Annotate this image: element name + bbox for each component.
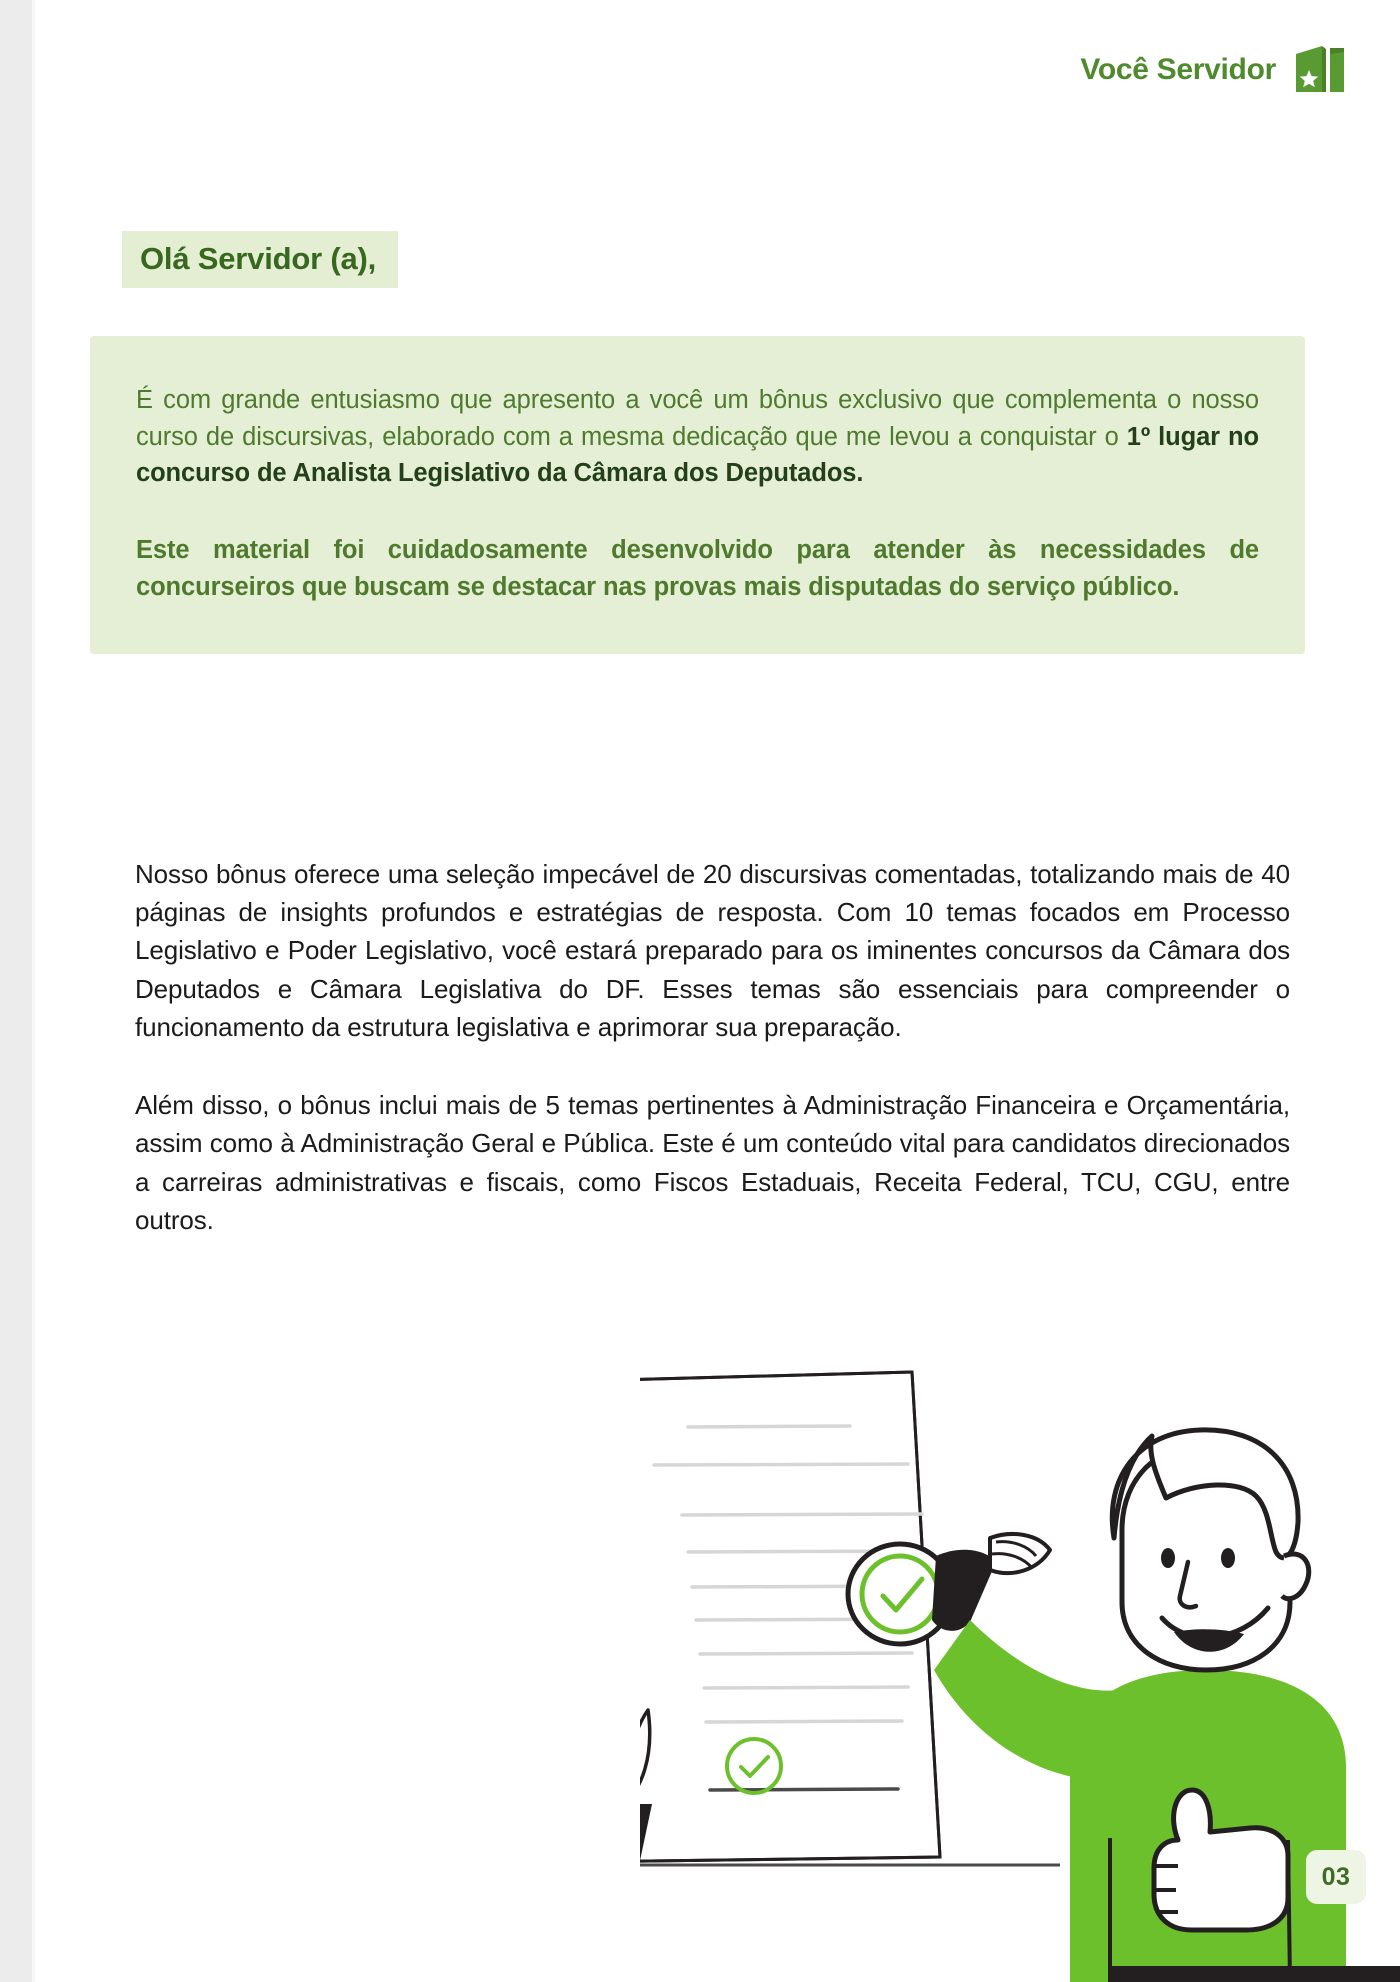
page-left-edge-strip bbox=[0, 0, 32, 1982]
callout-paragraph-2: Este material foi cuidadosamente desenvolvido para atender às necessidades de concurseiros que buscam se destacar nas provas mais disputadas do serviço público. bbox=[136, 536, 1259, 601]
callout-paragraph-1 bbox=[136, 382, 1259, 492]
body-paragraph-1: Nosso bônus oferece uma seleção impecável de 20 discursivas comentadas, totalizando mais de 40 páginas de insights profundos e estratégias de resposta. Com 10 temas focados em Processo Legislativo e Poder Legislativo, você estará preparado para os iminentes concursos da Câmara dos Deputados e Câmara Legislativa do DF. Esses temas são essenciais para compreender o funcionamento da estrutura legislativa e aprimorar sua preparação. bbox=[135, 859, 1290, 1042]
callout-paragraph-1-prefix: É com grande entusiasmo que apresento a você um bônus exclusivo que complementa o nosso curso de discursivas, elaborado com a mesma dedicação que me levou a conquistar o bbox=[136, 386, 1259, 451]
approval-stamp bbox=[848, 1534, 1050, 1644]
callout-paragraph-1-emphasis: 1º lugar no concurso de Analista Legislativo da Câmara dos Deputados. bbox=[136, 422, 1260, 488]
page-number-value: 03 bbox=[1321, 1862, 1351, 1891]
eye-right bbox=[1221, 1548, 1235, 1568]
body-paragraph-2: Além disso, o bônus inclui mais de 5 temas pertinentes à Administração Financeira e Orçamentária, assim como à Administração Geral e Pública. Este é um conteúdo vital para candidatos direcionados a carreiras administrativas e fiscais, como Fiscos Estaduais, Receita Federal, TCU, CGU, entre outros. bbox=[135, 1090, 1290, 1235]
greeting-banner bbox=[122, 231, 398, 288]
approval-illustration bbox=[640, 1370, 1400, 1982]
intro-callout-box bbox=[90, 336, 1305, 654]
body-copy bbox=[135, 855, 1290, 1239]
book-star-icon bbox=[1292, 42, 1348, 98]
greeting-text: Olá Servidor (a), bbox=[140, 241, 377, 276]
eye-left bbox=[1161, 1548, 1175, 1568]
brand-name: Você Servidor bbox=[1080, 53, 1276, 86]
bottom-base-strip bbox=[1110, 1966, 1400, 1982]
brand-header bbox=[1080, 42, 1348, 98]
page-left-edge-highlight bbox=[32, 0, 35, 1982]
page-number-badge bbox=[1306, 1850, 1366, 1904]
